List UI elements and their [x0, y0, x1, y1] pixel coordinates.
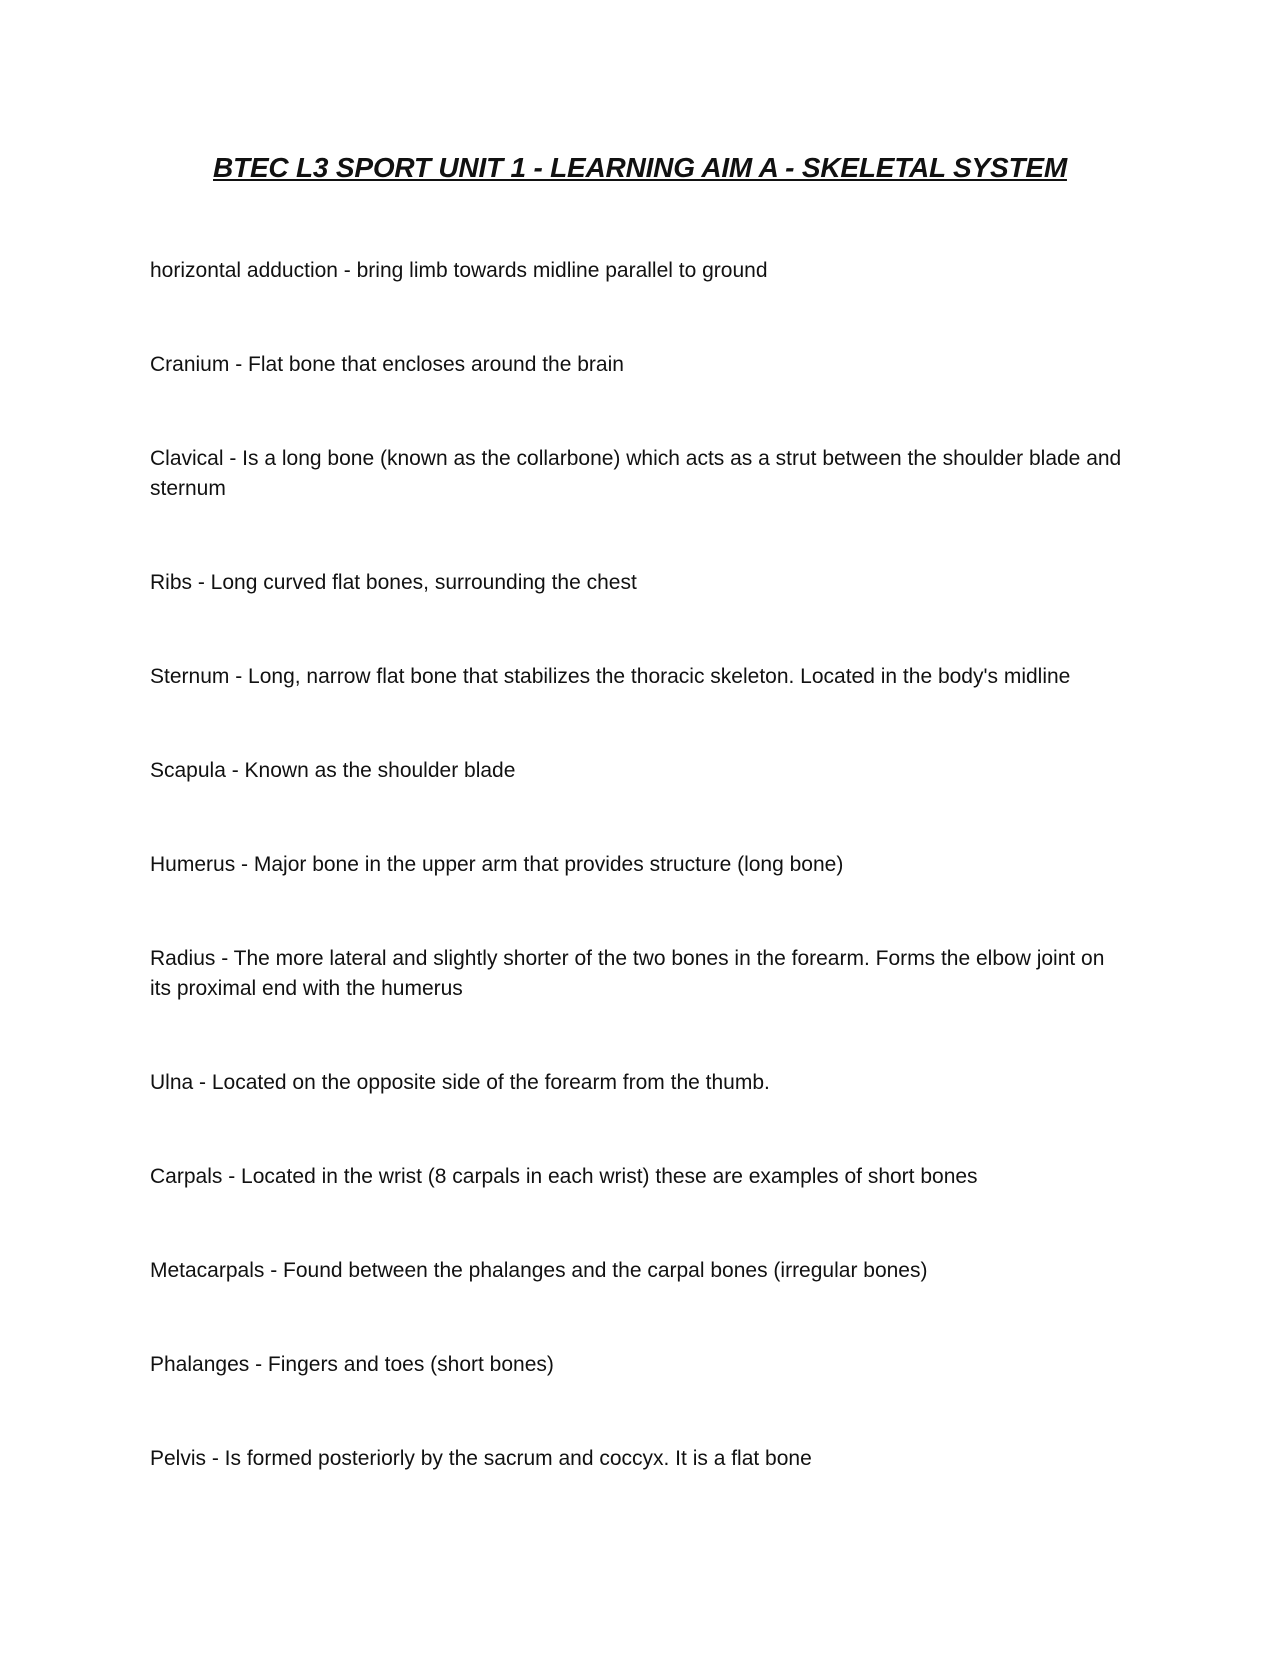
definition-carpals: Carpals - Located in the wrist (8 carpals in each wrist) these are examples of short bones: [150, 1165, 978, 1188]
definition-ulna: Ulna - Located on the opposite side of the forearm from the thumb.: [150, 1071, 770, 1094]
definition-horizontal-adduction: horizontal adduction - bring limb towards midline parallel to ground: [150, 259, 768, 282]
definition-sternum: Sternum - Long, narrow flat bone that stabilizes the thoracic skeleton. Located in the body's midline: [150, 665, 1071, 688]
definition-list: [150, 256, 1130, 1538]
definition-humerus: Humerus - Major bone in the upper arm that provides structure (long bone): [150, 853, 844, 876]
definition-radius: Radius - The more lateral and slightly shorter of the two bones in the forearm. Forms the elbow joint on its proximal end with the humerus: [150, 947, 1105, 1000]
definition-cranium: Cranium - Flat bone that encloses around the brain: [150, 353, 624, 376]
definition-clavical: Clavical - Is a long bone (known as the collarbone) which acts as a strut between the shoulder blade and sternum: [150, 447, 1122, 500]
definition-pelvis: Pelvis - Is formed posteriorly by the sacrum and coccyx. It is a flat bone: [150, 1447, 812, 1470]
definition-metacarpals: Metacarpals - Found between the phalanges and the carpal bones (irregular bones): [150, 1259, 928, 1282]
definition-ribs: Ribs - Long curved flat bones, surrounding the chest: [150, 571, 637, 594]
definition-phalanges: Phalanges - Fingers and toes (short bones): [150, 1353, 554, 1376]
document-title: BTEC L3 SPORT UNIT 1 - LEARNING AIM A - SKELETAL SYSTEM: [213, 152, 1067, 183]
definition-scapula: Scapula - Known as the shoulder blade: [150, 759, 516, 782]
